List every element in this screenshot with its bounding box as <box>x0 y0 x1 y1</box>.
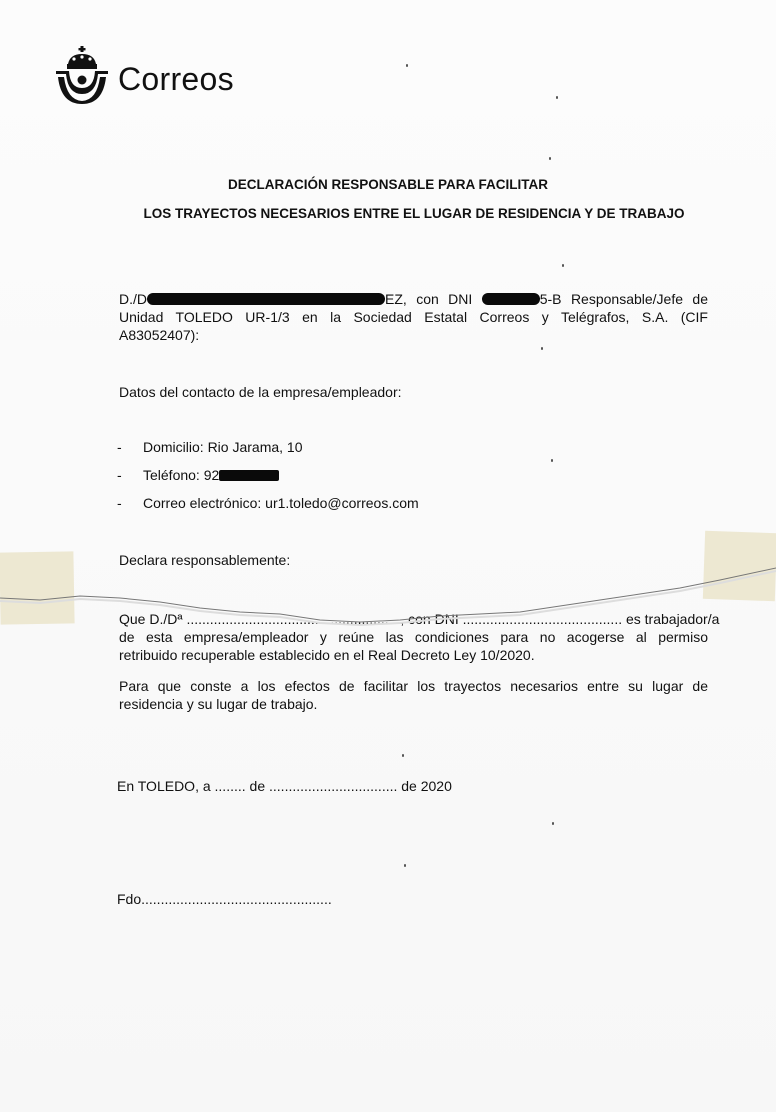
correos-logo <box>52 44 234 104</box>
paper-speck <box>552 822 554 825</box>
adhesive-tape-right <box>703 531 776 601</box>
date-day-dots: ........ de <box>214 778 266 794</box>
date-line <box>117 777 706 795</box>
d-label: D./D <box>119 291 147 307</box>
contact-heading: Datos del contacto de la empresa/empleador: <box>119 384 402 400</box>
list-dash: - <box>117 439 122 455</box>
declaration-line-1 <box>119 610 720 628</box>
name-dots: ......................................................., con DNI <box>186 611 459 627</box>
after-dni-text: 5-B Responsable/Jefe de <box>539 291 709 307</box>
brand-name: Correos <box>118 60 234 97</box>
paper-speck <box>551 459 553 462</box>
que-label: Que D./Dª <box>119 611 183 627</box>
list-item-telefono <box>117 467 279 483</box>
document-title-line-1: DECLARACIÓN RESPONSABLE PARA FACILITAR <box>227 177 548 192</box>
declaration-paragraph <box>119 610 720 664</box>
signature-dots: ................................................ <box>145 891 332 907</box>
list-item-email <box>117 495 419 511</box>
redacted-phone <box>219 470 279 481</box>
list-item-domicilio <box>117 439 303 455</box>
dni-dots: ......................................... es trabajador/a <box>462 611 720 627</box>
intro-line-3: A83052407): <box>119 327 200 343</box>
paper-speck <box>406 64 408 67</box>
intro-line-2: Unidad TOLEDO UR-1/3 en la Sociedad Estatal Correos y Telégrafos, S.A. (CIF <box>119 309 708 325</box>
paper-speck <box>541 347 543 350</box>
signature-label: Fdo. <box>117 891 146 907</box>
telefono-text: Teléfono: 92 <box>143 467 220 483</box>
correos-crown-horn-icon <box>52 44 114 104</box>
document-title-line-2: LOS TRAYECTOS NECESARIOS ENTRE EL LUGAR DE RESIDENCIA Y DE TRABAJO <box>143 206 685 221</box>
date-place: En TOLEDO, a <box>117 778 211 794</box>
declara-heading: Declara responsablemente: <box>119 552 291 568</box>
adhesive-tape-left <box>0 551 75 624</box>
paper-speck <box>562 264 564 267</box>
paper-speck <box>556 96 558 99</box>
declaration-line-3: retribuido recuperable establecido en el Real Decreto Ley 10/2020. <box>119 647 535 663</box>
intro-paragraph <box>119 290 708 344</box>
purpose-paragraph <box>119 677 708 713</box>
paper-speck <box>549 157 551 160</box>
domicilio-text: Domicilio: Rio Jarama, 10 <box>143 439 303 455</box>
paper-speck <box>404 864 406 867</box>
date-month-dots: ................................. de 2020 <box>269 778 452 794</box>
paper-speck <box>402 754 404 757</box>
purpose-line-1: Para que conste a los efectos de facilitar los trayectos necesarios entre su lugar de <box>119 678 708 694</box>
redacted-dni <box>482 293 540 305</box>
email-text: Correo electrónico: ur1.toledo@correos.com <box>143 495 419 511</box>
purpose-line-2: residencia y su lugar de trabajo. <box>119 696 318 712</box>
list-dash: - <box>117 495 122 511</box>
signature-line <box>117 890 706 908</box>
redacted-name <box>147 293 385 305</box>
list-dash: - <box>117 467 122 483</box>
after-name-text: EZ, con DNI <box>385 291 473 307</box>
intro-line-1 <box>119 290 708 308</box>
declaration-line-2: de esta empresa/empleador y reúne las condiciones para no acogerse al permiso <box>119 629 708 645</box>
